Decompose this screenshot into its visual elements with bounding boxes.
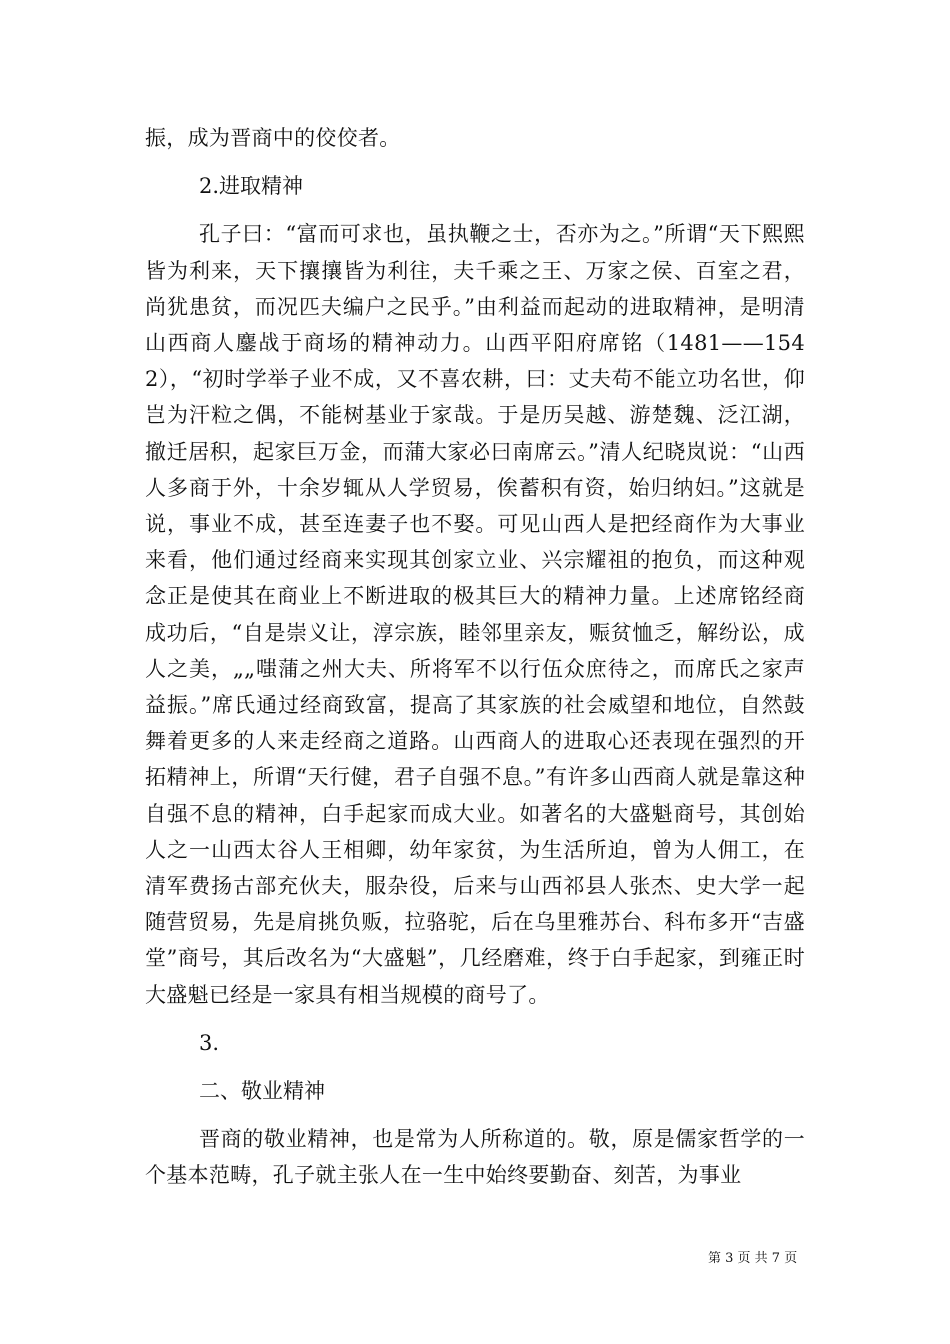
section-heading-dedication: 二、敬业精神 (199, 1079, 325, 1104)
paragraph-enterprising: 孔子曰：“富而可求也，虽执鞭之士，否亦为之。”所谓“天下熙熙皆为利来，天下攘攘皆为利往，夫千乘之王、万家之侯、百室之君，尚犹患贫，而况匹夫编户之民乎。”由利益而起动的进取精神，是明清山西商人鏖战于商场的精神动力。山西平阳府席铭（1481——1542），“初时学举子业不成，又不喜农耕，曰：丈夫苟不能立功名世，仰岂为汗粒之偶，不能树基业于家哉。于是历吴越、游楚魏、泛江湖，撤迁居积，起家巨万金，而蒲大家必曰南席云。”清人纪晓岚说：“山西人多商于外，十余岁辄从人学贸易，俟蓄积有资，始归纳妇。”这就是说，事业不成，甚至连妻子也不娶。可见山西人是把经商作为大事业来看，他们通过经商来实现其创家立业、兴宗耀祖的抱负，而这种观念正是使其在商业上不断进取的极其巨大的精神力量。上述席铭经商成功后，“自是崇义让，淳宗族，睦邻里亲友，赈贫恤乏，解纷讼，成人之美，„„嗤蒲之州大夫、所将军不以行伍众庶待之，而席氏之家声益振。”席氏通过经商致富，提高了其家族的社会威望和地位，自然鼓舞着更多的人来走经商之道路。山西商人的进取心还表现在强烈的开拓精神上，所谓“天行健，君子自强不息。”有许多山西商人就是靠这种自强不息的精神，白手起家而成大业。如著名的大盛魁商号，其创始人之一山西太谷人王相卿，幼年家贫，为生活所迫，曾为人佣工，在清军费扬古部充伙夫，服杂役，后来与山西祁县人张杰、史大学一起随营贸易，先是肩挑负贩，拉骆驼，后在乌里雅苏台、科布多开“吉盛堂”商号，其后改名为“大盛魁”，几经磨难，终于白手起家，到雍正时大盛魁已经是一家具有相当规模的商号了。 (145, 222, 805, 1007)
spacer (145, 1013, 805, 1025)
paragraph-continuation: 振，成为晋商中的佼佼者。 (145, 126, 401, 150)
spacer (145, 204, 805, 216)
document-body (145, 120, 805, 1194)
spacer (145, 1061, 805, 1073)
page-number-footer: 第 3 页 共 7 页 (708, 1251, 798, 1266)
section-heading-3: 3. (199, 1030, 220, 1055)
section-heading-enterprising: 2.进取精神 (199, 174, 304, 199)
paragraph-dedication: 晋商的敬业精神，也是常为人所称道的。敬，原是儒家哲学的一个基本范畴，孔子就主张人在一生中始终要勤奋、刻苦，为事业 (145, 1127, 805, 1188)
spacer (145, 156, 805, 168)
spacer (145, 1109, 805, 1121)
